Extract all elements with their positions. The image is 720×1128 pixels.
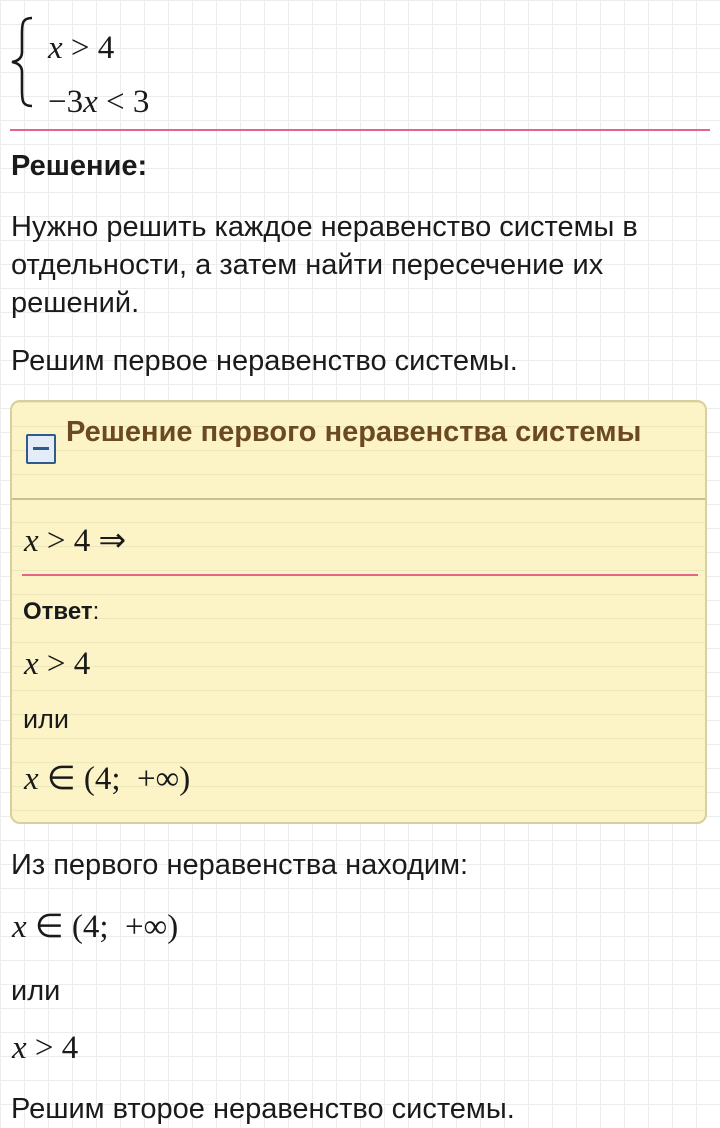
- step-expression: x > 4 ⇒: [24, 523, 127, 559]
- curly-brace-icon: [8, 14, 36, 110]
- second-inequality-lead: Решим второе неравенство системы.: [11, 1093, 515, 1125]
- intro-paragraph: Нужно решить каждое неравенство системы в отдельности, а затем найти пересечение их решений.: [11, 211, 638, 319]
- first-inequality-solution-panel: [10, 400, 707, 824]
- collapse-icon[interactable]: [26, 434, 56, 464]
- or-label: или: [23, 704, 69, 734]
- result-interval: x ∈ (4; +∞): [12, 909, 179, 945]
- answer-label: Ответ:: [23, 598, 100, 625]
- system-line-1: x > 4: [48, 30, 115, 66]
- answer-1: x > 4: [24, 646, 91, 682]
- first-inequality-lead: Решим первое неравенство системы.: [11, 345, 518, 377]
- from-first-text: Из первого неравенства находим:: [11, 849, 469, 881]
- result-inequality: x > 4: [12, 1030, 79, 1066]
- system-line-2: −3x < 3: [48, 84, 150, 120]
- panel-title: Решение первого неравенства системы: [66, 416, 642, 448]
- panel-divider: [22, 574, 698, 576]
- or-label-2: или: [11, 975, 61, 1007]
- divider: [10, 129, 710, 131]
- solution-heading: Решение:: [11, 150, 148, 182]
- panel-header[interactable]: [12, 402, 705, 500]
- answer-2: x ∈ (4; +∞): [24, 761, 191, 797]
